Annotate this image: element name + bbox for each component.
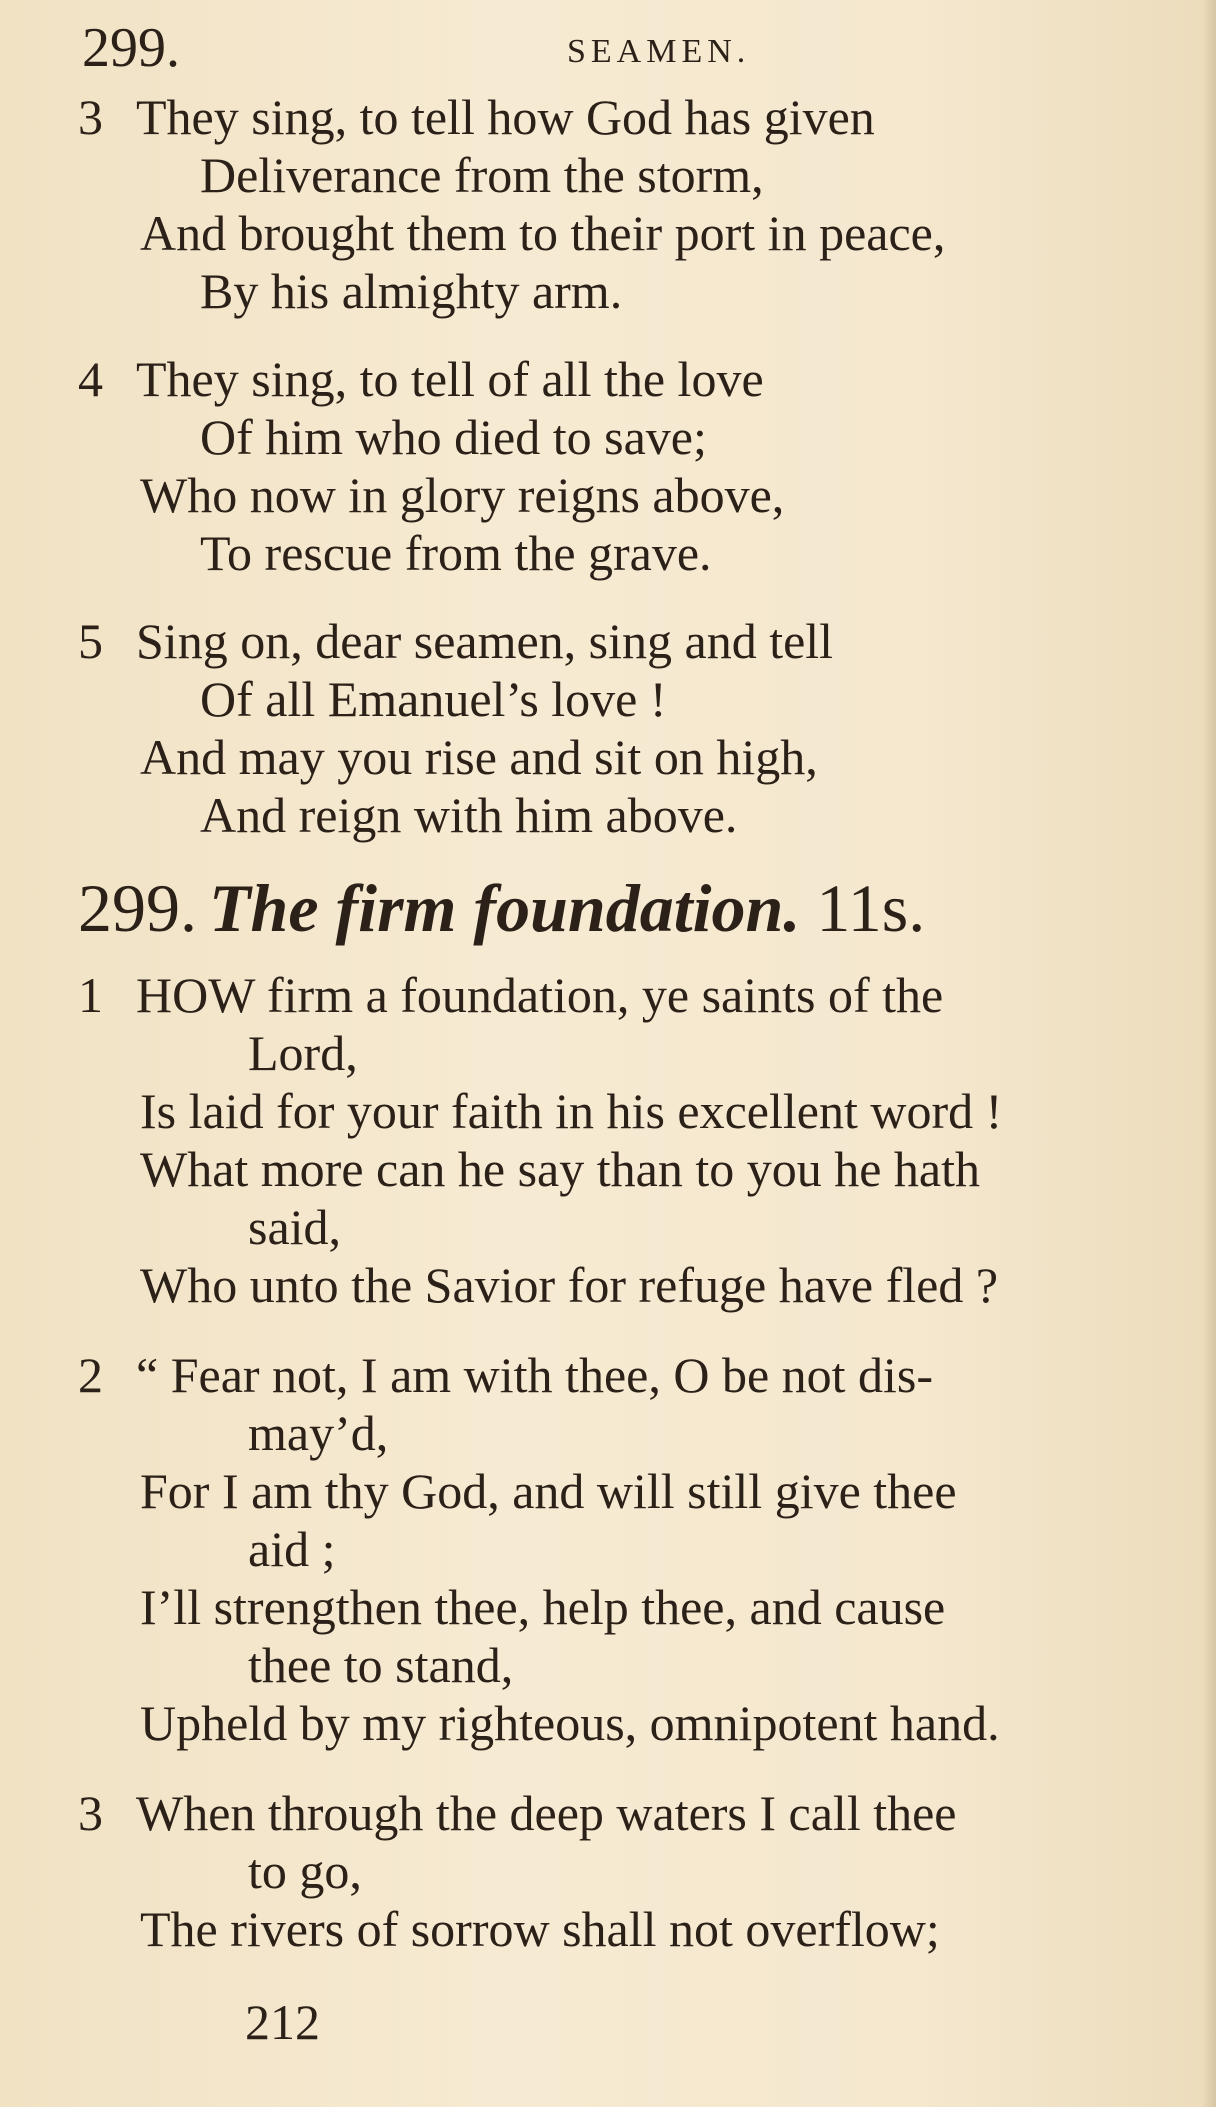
- verse-line: They sing, to tell how God has given: [136, 89, 875, 145]
- verse-line: Of him who died to save;: [200, 409, 707, 465]
- verse-line: They sing, to tell of all the love: [136, 351, 764, 407]
- hymn-meter: 11s.: [816, 870, 926, 946]
- verse-line: By his almighty arm.: [200, 263, 623, 319]
- verse-line: Deliverance from the storm,: [200, 147, 764, 203]
- verse-line: Lord,: [248, 1025, 358, 1081]
- verse-line: And may you rise and sit on high,: [140, 729, 818, 785]
- verse-line: And brought them to their port in peace,: [140, 205, 946, 261]
- verse-number: 5: [78, 613, 103, 669]
- hymn-title: The firm foundation.: [209, 870, 801, 946]
- verse-line: The rivers of sorrow shall not overflow;: [140, 1901, 940, 1957]
- verse-number: 4: [78, 351, 103, 407]
- hymn-title-row: [78, 868, 1188, 948]
- verse-line: thee to stand,: [248, 1637, 514, 1693]
- verse-line: Upheld by my righteous, omnipotent hand.: [140, 1695, 1000, 1751]
- verse-line: When through the deep waters I call thee: [136, 1785, 957, 1841]
- verse-line: Is laid for your faith in his excellent word !: [140, 1083, 1003, 1139]
- verse-line: And reign with him above.: [200, 787, 738, 843]
- verse-5-hymn-298: [78, 612, 1188, 844]
- verse-4-hymn-298: [78, 350, 1188, 582]
- verse-number: 3: [78, 89, 103, 145]
- verse-line: For I am thy God, and will still give thee: [140, 1463, 957, 1519]
- hymn-number: 299.: [78, 870, 197, 946]
- verse-number: 3: [78, 1785, 103, 1841]
- verse-line: What more can he say than to you he hath: [140, 1141, 980, 1197]
- page-number: 212: [245, 1994, 320, 2050]
- verse-3-hymn-298: [78, 88, 1188, 320]
- page-content: [78, 88, 1188, 1958]
- verse-number: 1: [78, 967, 103, 1023]
- verse-line: To rescue from the grave.: [200, 525, 712, 581]
- verse-2-hymn-299: [78, 1346, 1188, 1752]
- verse-line: may’d,: [248, 1405, 389, 1461]
- verse-1-hymn-299: [78, 966, 1188, 1314]
- verse-3-hymn-299: [78, 1784, 1188, 1958]
- page-header: [82, 18, 1182, 78]
- verse-line: to go,: [248, 1843, 362, 1899]
- running-head: SEAMEN.: [567, 33, 751, 70]
- header-hymn-number: 299.: [82, 17, 180, 79]
- verse-number: 2: [78, 1347, 103, 1403]
- verse-line: Who unto the Savior for refuge have fled ?: [140, 1257, 999, 1313]
- verse-line: Who now in glory reigns above,: [140, 467, 785, 523]
- verse-line: Of all Emanuel’s love !: [200, 671, 667, 727]
- verse-line: aid ;: [248, 1521, 336, 1577]
- verse-line: said,: [248, 1199, 342, 1255]
- verse-line: I’ll strengthen thee, help thee, and cause: [140, 1579, 946, 1635]
- verse-line: Sing on, dear seamen, sing and tell: [136, 613, 834, 669]
- verse-line: HOW firm a foundation, ye saints of the: [136, 967, 944, 1023]
- verse-line: “ Fear not, I am with thee, O be not dis-: [136, 1347, 934, 1403]
